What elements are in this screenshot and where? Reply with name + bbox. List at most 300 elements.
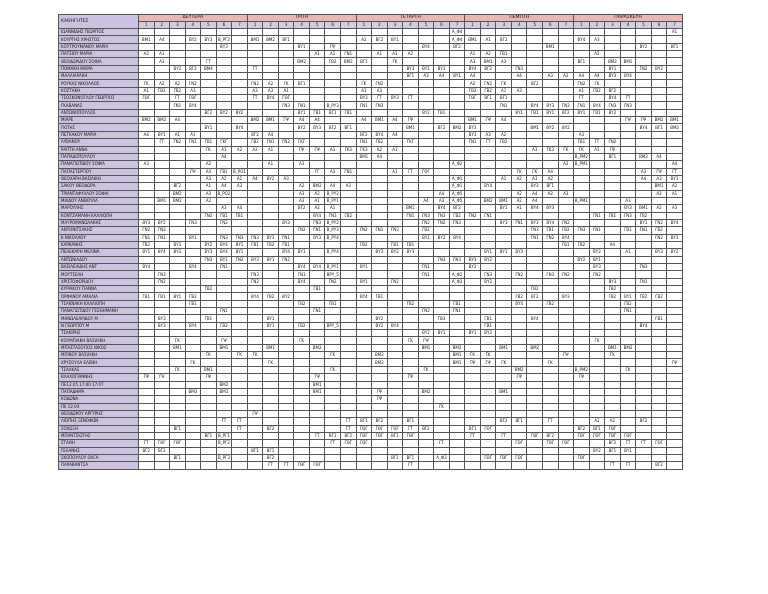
teacher-row — [59, 278, 683, 285]
schedule-cell: Α3 — [216, 205, 232, 212]
schedule-cell — [636, 344, 652, 351]
schedule-cell: Α2 — [651, 190, 667, 197]
schedule-cell — [232, 388, 248, 395]
schedule-cell: ΓΘΓ — [511, 440, 527, 447]
schedule-cell — [154, 146, 170, 153]
schedule-cell: ΒΥ4 — [527, 205, 543, 212]
schedule-cell: ΓΝ1 — [574, 102, 590, 109]
schedule-cell — [558, 388, 574, 395]
schedule-cell — [294, 234, 310, 241]
schedule-cell: ΒΜ1 — [139, 36, 155, 43]
schedule-cell — [403, 146, 419, 153]
schedule-cell — [309, 396, 325, 403]
schedule-cell: ΓΒ2 — [480, 87, 496, 94]
schedule-cell: ΓΒ2 — [185, 293, 201, 300]
schedule-cell: ΓΝ3 — [309, 219, 325, 226]
schedule-cell — [465, 462, 481, 469]
schedule-cell: ΒΥ4 — [527, 102, 543, 109]
schedule-cell — [574, 440, 590, 447]
schedule-cell — [651, 271, 667, 278]
schedule-cell — [574, 190, 590, 197]
schedule-cell — [511, 234, 527, 241]
schedule-cell — [216, 87, 232, 94]
schedule-cell — [232, 374, 248, 381]
schedule-cell — [325, 315, 341, 322]
schedule-cell — [558, 337, 574, 344]
schedule-cell — [216, 462, 232, 469]
schedule-cell — [574, 403, 590, 410]
schedule-cell — [667, 197, 683, 204]
schedule-cell — [558, 330, 574, 337]
schedule-cell — [185, 381, 201, 388]
schedule-cell: ΒΓ2 — [263, 425, 279, 432]
schedule-cell: ΓΤ — [232, 425, 248, 432]
schedule-cell — [294, 87, 310, 94]
schedule-cell: Α4 — [372, 153, 388, 160]
schedule-cell — [139, 256, 155, 263]
schedule-cell — [309, 256, 325, 263]
schedule-cell — [667, 271, 683, 278]
schedule-cell — [589, 117, 605, 124]
schedule-cell — [636, 425, 652, 432]
schedule-cell: ΒΥ1 — [496, 205, 512, 212]
schedule-cell: ΒΥ3 — [605, 73, 621, 80]
schedule-cell — [309, 278, 325, 285]
teacher-row — [59, 352, 683, 359]
schedule-cell — [511, 432, 527, 439]
schedule-cell — [263, 271, 279, 278]
schedule-cell — [620, 29, 636, 36]
schedule-cell: Α_Φ5 — [449, 197, 465, 204]
schedule-cell — [139, 396, 155, 403]
schedule-cell — [263, 58, 279, 65]
schedule-cell: ΓΤ — [589, 139, 605, 146]
schedule-cell: ΒΜ1 — [636, 205, 652, 212]
schedule-cell — [185, 425, 201, 432]
schedule-cell: ΓΚ — [620, 366, 636, 373]
schedule-cell — [263, 278, 279, 285]
teacher-row — [59, 418, 683, 425]
schedule-cell: ΒΥ1 — [387, 36, 403, 43]
schedule-cell: ΒΥ4 — [372, 131, 388, 138]
schedule-cell — [247, 381, 263, 388]
schedule-cell — [667, 131, 683, 138]
schedule-cell — [372, 410, 388, 417]
schedule-cell: ΒΥ1 — [263, 315, 279, 322]
schedule-cell — [465, 454, 481, 461]
schedule-cell — [636, 183, 652, 190]
schedule-cell — [201, 359, 217, 366]
schedule-cell — [636, 102, 652, 109]
schedule-cell: ΓΒ1 — [496, 51, 512, 58]
schedule-cell — [558, 58, 574, 65]
schedule-cell — [278, 366, 294, 373]
schedule-cell: ΒΜ3 — [185, 388, 201, 395]
schedule-cell — [465, 286, 481, 293]
schedule-cell — [278, 190, 294, 197]
schedule-cell — [278, 410, 294, 417]
schedule-cell — [496, 234, 512, 241]
schedule-cell — [558, 175, 574, 182]
schedule-cell — [667, 58, 683, 65]
schedule-cell — [434, 359, 450, 366]
schedule-cell — [418, 161, 434, 168]
schedule-cell — [418, 447, 434, 454]
schedule-cell: ΓΝ2 — [434, 219, 450, 226]
schedule-cell — [496, 278, 512, 285]
schedule-cell — [589, 293, 605, 300]
schedule-cell — [170, 212, 186, 219]
schedule-cell: ΓΘΓ — [574, 454, 590, 461]
schedule-cell — [309, 43, 325, 50]
schedule-cell — [340, 36, 356, 43]
schedule-cell — [372, 183, 388, 190]
schedule-cell — [558, 432, 574, 439]
schedule-cell — [449, 102, 465, 109]
schedule-cell: Β_ΡΟ2 — [217, 190, 231, 196]
schedule-cell: ΒΜ2 — [247, 117, 263, 124]
schedule-cell: Α1 — [511, 205, 527, 212]
schedule-cell: ΓΚ — [434, 403, 450, 410]
schedule-cell: ΒΥ4 — [636, 124, 652, 131]
schedule-cell — [543, 344, 559, 351]
teacher-name: ΣΑΚΟΥ ΘΕΟΔΩΡΑ — [59, 183, 139, 190]
schedule-cell — [449, 87, 465, 94]
schedule-cell — [480, 29, 496, 36]
schedule-cell: Α_Φ1 — [449, 183, 465, 190]
schedule-cell — [170, 396, 186, 403]
schedule-cell — [247, 432, 263, 439]
schedule-cell — [139, 344, 155, 351]
teacher-row — [59, 227, 683, 234]
teacher-row — [59, 249, 683, 256]
schedule-cell: ΒΥ4 — [232, 124, 248, 131]
schedule-cell — [543, 322, 559, 329]
schedule-cell — [232, 322, 248, 329]
schedule-cell — [356, 315, 372, 322]
schedule-cell: ΓΚ — [201, 352, 217, 359]
schedule-cell — [465, 381, 481, 388]
schedule-cell — [496, 183, 512, 190]
schedule-cell — [309, 330, 325, 337]
schedule-cell: ΓΤ — [340, 418, 356, 425]
schedule-cell — [589, 65, 605, 72]
schedule-cell: ΓΚ — [558, 146, 574, 153]
schedule-cell — [403, 102, 419, 109]
schedule-cell: ΓΨ — [651, 168, 667, 175]
schedule-cell — [558, 51, 574, 58]
schedule-cell — [449, 95, 465, 102]
schedule-cell — [667, 308, 683, 315]
period-label: 6 — [325, 22, 341, 29]
schedule-cell — [434, 168, 450, 175]
schedule-cell — [418, 87, 434, 94]
schedule-cell: ΓΤ — [667, 168, 683, 175]
schedule-cell: ΓΒ1 — [387, 241, 403, 248]
schedule-cell: ΒΥ3 — [201, 36, 217, 43]
schedule-cell — [232, 403, 248, 410]
schedule-cell — [325, 344, 341, 351]
schedule-cell: Α3 — [543, 73, 559, 80]
schedule-cell: ΓΤ — [620, 95, 636, 102]
schedule-cell — [511, 51, 527, 58]
schedule-cell: ΒΥ1 — [449, 73, 465, 80]
schedule-cell: ΒΜ2 — [480, 197, 496, 204]
schedule-cell — [201, 51, 217, 58]
schedule-cell — [372, 278, 388, 285]
schedule-cell — [309, 352, 325, 359]
schedule-cell — [605, 219, 621, 226]
schedule-cell — [201, 80, 217, 87]
period-label: 2 — [372, 22, 388, 29]
schedule-cell — [418, 131, 434, 138]
schedule-cell — [232, 58, 248, 65]
schedule-cell: ΓΝ3 — [201, 256, 217, 263]
schedule-cell — [527, 462, 543, 469]
schedule-cell: ΓΝ1 — [309, 227, 325, 234]
schedule-cell: ΓΚ — [232, 352, 248, 359]
schedule-cell: Α3 — [465, 58, 481, 65]
schedule-cell — [480, 447, 496, 454]
teacher-row — [59, 234, 683, 241]
schedule-cell — [403, 293, 419, 300]
schedule-cell — [247, 29, 263, 36]
schedule-cell — [434, 418, 450, 425]
schedule-cell — [465, 366, 481, 373]
schedule-cell — [387, 153, 403, 160]
schedule-cell — [139, 153, 155, 160]
schedule-cell — [340, 117, 356, 124]
schedule-cell: ΒΥ4 — [185, 102, 201, 109]
schedule-cell: ΒΥ4 — [185, 264, 201, 271]
teacher-row — [59, 264, 683, 271]
schedule-cell — [496, 124, 512, 131]
schedule-cell — [216, 293, 232, 300]
schedule-cell — [480, 73, 496, 80]
schedule-cell — [247, 102, 263, 109]
schedule-cell: ΒΥ1 — [543, 109, 559, 116]
schedule-cell — [620, 322, 636, 329]
schedule-cell — [667, 139, 683, 146]
schedule-cell — [574, 278, 590, 285]
schedule-cell — [185, 403, 201, 410]
schedule-cell: ΒΜ1 — [449, 359, 465, 366]
schedule-cell: ΒΥ4 — [216, 249, 232, 256]
schedule-cell: ΒΥ4 — [434, 205, 450, 212]
schedule-cell: ΓΤ — [154, 139, 170, 146]
schedule-cell: ΒΓ2 — [605, 87, 621, 94]
schedule-cell — [403, 153, 419, 160]
schedule-cell — [496, 322, 512, 329]
schedule-cell — [247, 73, 263, 80]
schedule-cell — [434, 396, 450, 403]
schedule-cell — [589, 352, 605, 359]
schedule-cell: Α2 — [511, 190, 527, 197]
schedule-cell — [465, 374, 481, 381]
schedule-cell: ΓΒ1 — [201, 315, 217, 322]
schedule-cell — [651, 36, 667, 43]
schedule-cell — [185, 454, 201, 461]
schedule-cell: Α4 — [651, 153, 667, 160]
schedule-cell — [278, 161, 294, 168]
schedule-cell — [294, 425, 310, 432]
schedule-cell — [216, 131, 232, 138]
schedule-cell: Α3 — [558, 190, 574, 197]
schedule-cell — [403, 271, 419, 278]
teacher-name: ΤΡΙΑΝΤΑΦΥΛΛΟΥ ΣΟΦΙΑ — [59, 190, 139, 197]
schedule-cell — [263, 264, 279, 271]
schedule-cell — [574, 286, 590, 293]
schedule-cell: ΒΜ1 — [480, 58, 496, 65]
schedule-cell — [340, 300, 356, 307]
teacher-name: ΓΕΛΑΝΗΣ — [59, 447, 139, 454]
schedule-cell: Β_ΡΟ1 — [233, 168, 246, 174]
schedule-cell — [418, 418, 434, 425]
schedule-cell — [605, 315, 621, 322]
schedule-cell — [449, 286, 465, 293]
schedule-cell: ΒΥ3 — [403, 249, 419, 256]
schedule-cell: ΓΒ1 — [543, 227, 559, 234]
schedule-cell: ΒΜ1 — [496, 344, 512, 351]
schedule-cell — [605, 388, 621, 395]
schedule-cell — [511, 410, 527, 417]
schedule-cell — [511, 212, 527, 219]
schedule-cell: ΒΥ4 — [294, 278, 310, 285]
schedule-cell: ΓΝ2 — [139, 227, 155, 234]
schedule-cell — [667, 286, 683, 293]
teacher-name: ΚΟΥΡΤΗΣ ΧΡΗΣΤΟΣ — [59, 36, 139, 43]
period-label: 1 — [574, 22, 590, 29]
schedule-cell — [651, 102, 667, 109]
schedule-cell: Α1 — [263, 146, 279, 153]
schedule-cell — [309, 131, 325, 138]
schedule-cell: ΒΥ1 — [620, 293, 636, 300]
teacher-row — [59, 322, 683, 329]
schedule-cell — [403, 344, 419, 351]
schedule-cell: Α4 — [232, 205, 248, 212]
schedule-cell — [263, 168, 279, 175]
schedule-cell — [620, 278, 636, 285]
schedule-cell — [263, 381, 279, 388]
schedule-cell — [294, 410, 310, 417]
schedule-cell — [232, 87, 248, 94]
schedule-cell — [605, 124, 621, 131]
schedule-cell: ΓΝ1 — [636, 227, 652, 234]
schedule-cell — [263, 43, 279, 50]
schedule-cell: Α2 — [589, 418, 605, 425]
schedule-cell — [340, 205, 356, 212]
schedule-cell — [434, 80, 450, 87]
schedule-cell — [558, 131, 574, 138]
schedule-cell: ΒΓ1 — [325, 109, 341, 116]
schedule-cell: ΓΚ — [325, 352, 341, 359]
schedule-cell — [449, 58, 465, 65]
schedule-cell — [434, 366, 450, 373]
schedule-cell: ΒΓ2 — [372, 418, 388, 425]
schedule-cell — [216, 65, 232, 72]
schedule-cell — [574, 381, 590, 388]
schedule-cell — [574, 300, 590, 307]
schedule-cell: ΓΝ3 — [154, 227, 170, 234]
teacher-row — [59, 109, 683, 116]
schedule-cell — [356, 43, 372, 50]
schedule-cell: ΓΨ — [201, 374, 217, 381]
schedule-cell — [480, 300, 496, 307]
schedule-cell — [651, 322, 667, 329]
schedule-cell — [278, 322, 294, 329]
schedule-cell: ΓΝ3 — [185, 219, 201, 226]
schedule-cell — [216, 278, 232, 285]
teacher-row — [59, 432, 683, 439]
schedule-cell: Α1 — [216, 146, 232, 153]
schedule-cell — [558, 381, 574, 388]
schedule-cell — [247, 315, 263, 322]
schedule-cell: ΓΒ2 — [139, 241, 155, 248]
schedule-cell: ΒΥ2 — [387, 249, 403, 256]
schedule-cell — [511, 425, 527, 432]
schedule-cell — [278, 337, 294, 344]
schedule-cell — [465, 43, 481, 50]
schedule-cell: ΓΝ2 — [278, 256, 294, 263]
schedule-cell — [263, 352, 279, 359]
schedule-cell — [154, 205, 170, 212]
schedule-cell — [527, 366, 543, 373]
schedule-cell — [496, 352, 512, 359]
schedule-cell: ΒΥ3 — [201, 249, 217, 256]
schedule-cell: ΒΥ4 — [356, 293, 372, 300]
teacher-name: Ν ΓΕΩΡΓΙΟΥ Μ — [59, 322, 139, 329]
schedule-cell: ΒΥ4 — [667, 219, 683, 226]
schedule-cell: ΓΒ3 — [434, 315, 450, 322]
schedule-cell — [465, 153, 481, 160]
period-label: 3 — [387, 22, 403, 29]
schedule-cell: Α_Φ4 — [449, 36, 465, 43]
schedule-cell — [356, 344, 372, 351]
schedule-cell — [247, 454, 263, 461]
schedule-cell — [667, 410, 683, 417]
schedule-cell: ΓΒ2 — [605, 286, 621, 293]
period-label: 1 — [247, 22, 263, 29]
schedule-cell — [636, 234, 652, 241]
schedule-cell: ΒΥ1 — [480, 249, 496, 256]
schedule-cell — [232, 264, 248, 271]
schedule-cell — [201, 131, 217, 138]
schedule-cell — [589, 410, 605, 417]
schedule-cell — [263, 396, 279, 403]
schedule-cell — [527, 153, 543, 160]
schedule-cell — [185, 315, 201, 322]
schedule-cell — [636, 359, 652, 366]
teacher-name: ΚΟΥΤΡΟΥΜΑΝΟΥ ΜΑΡΙΑ — [59, 43, 139, 50]
schedule-cell — [309, 425, 325, 432]
schedule-cell: ΒΥ3 — [434, 65, 450, 72]
schedule-cell — [278, 29, 294, 36]
schedule-cell — [216, 410, 232, 417]
schedule-cell — [294, 36, 310, 43]
schedule-cell — [636, 190, 652, 197]
schedule-cell — [356, 308, 372, 315]
schedule-cell — [170, 359, 186, 366]
schedule-cell: Α1 — [496, 175, 512, 182]
schedule-cell: ΓΒ2 — [574, 241, 590, 248]
schedule-cell — [620, 330, 636, 337]
schedule-cell — [247, 205, 263, 212]
schedule-cell: ΒΥ1 — [294, 43, 310, 50]
schedule-cell — [496, 286, 512, 293]
schedule-cell — [325, 95, 341, 102]
schedule-cell — [185, 440, 201, 447]
teacher-name: ΜΠΑΣΤΑΣΟΓΙΟΣ ΝΙΚΟΣ — [59, 344, 139, 351]
